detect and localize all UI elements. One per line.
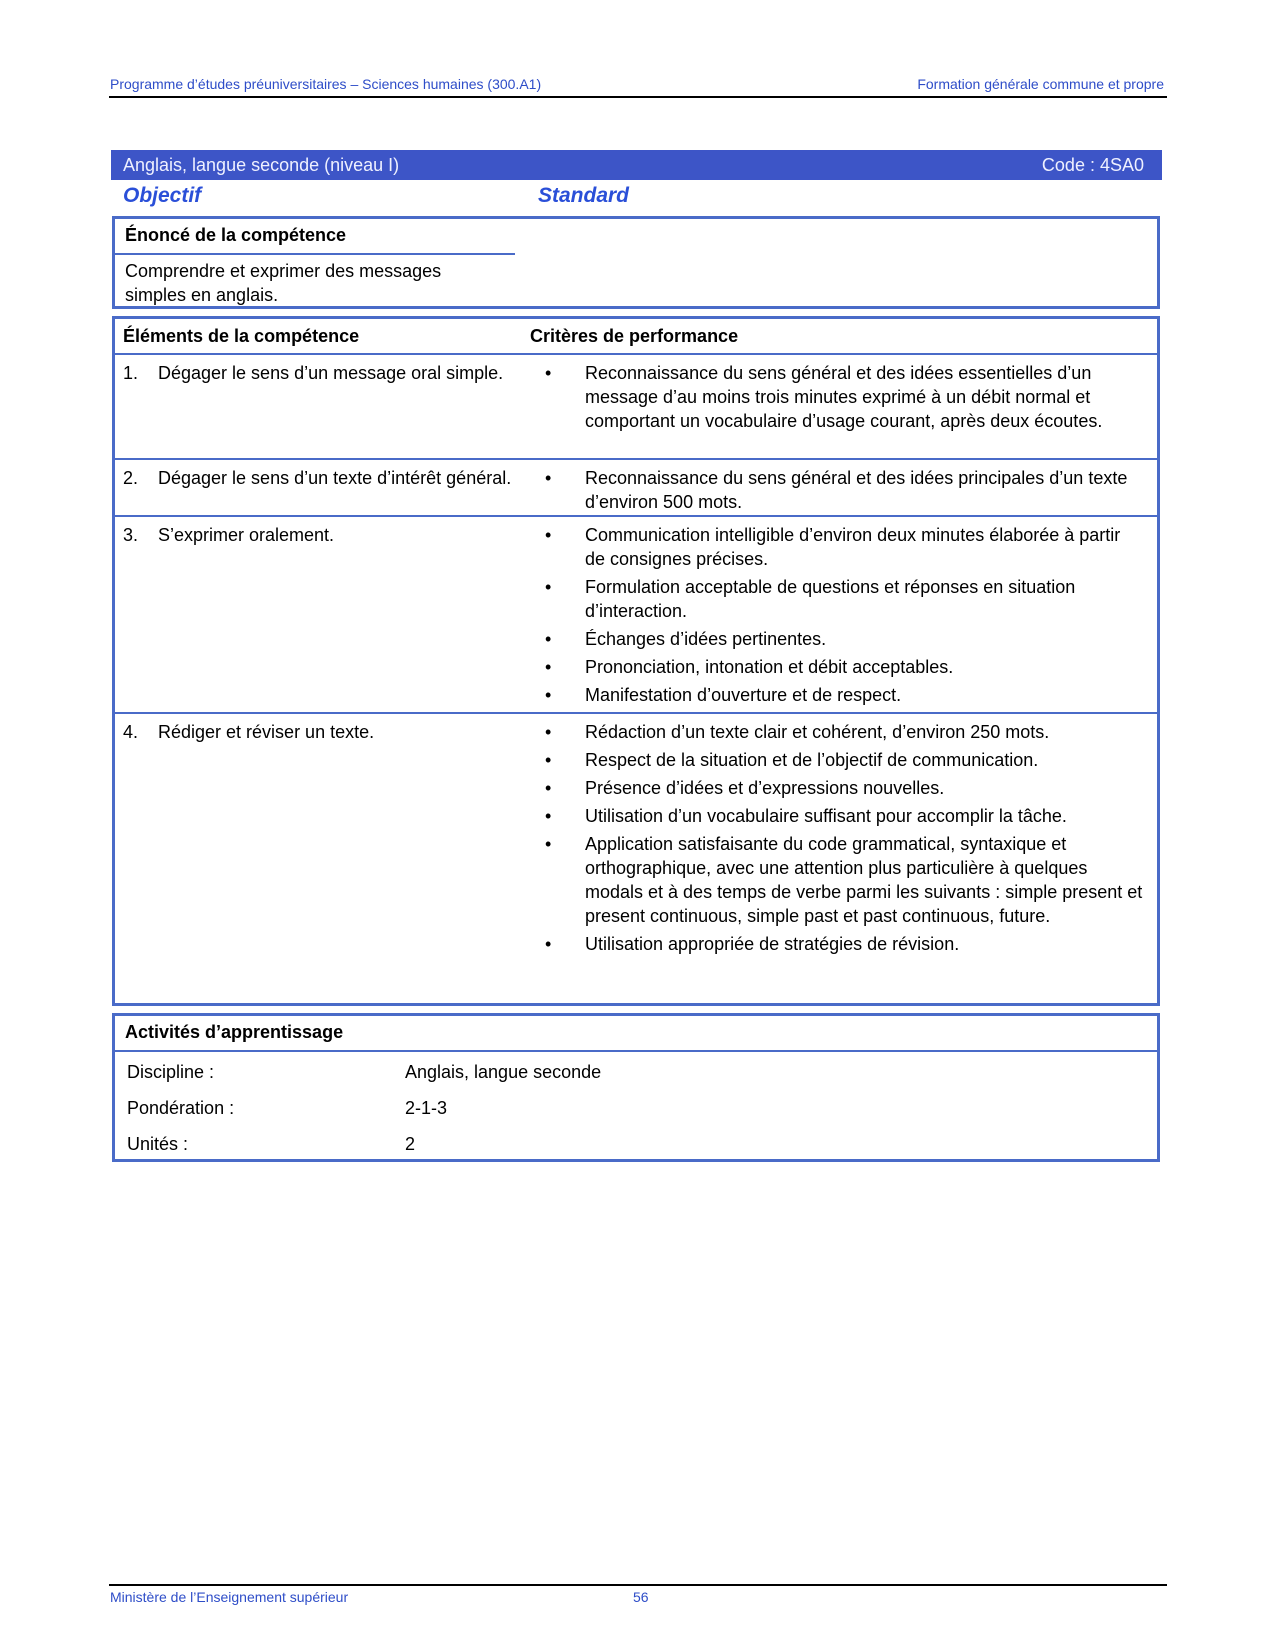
activite-value: 2-1-3 xyxy=(405,1098,448,1118)
bullet: • xyxy=(545,629,552,649)
elements-col-right: Critères de performance xyxy=(530,326,739,346)
criteria-list xyxy=(545,466,1145,518)
bullet: • xyxy=(545,834,552,854)
element-row-1 xyxy=(115,353,1157,458)
criterion: • Rédaction d’un texte clair et cohérent, d’environ 250 mots. xyxy=(545,722,1050,742)
element-number: 2. xyxy=(123,468,139,488)
criterion: • Formulation acceptable de questions et réponses en situation d’interaction. xyxy=(545,577,1076,621)
section-labels xyxy=(123,184,1163,214)
element-text: Dégager le sens d’un texte d’intérêt général. xyxy=(158,468,512,488)
criterion: • Application satisfaisante du code grammatical, syntaxique et orthographique, avec une attention plus particulière à quelques modals et à des temps de verbe parmi les suivants : simple present et present continuous, simple past et past continuous, future. xyxy=(545,834,1143,926)
activite-key: Discipline : xyxy=(127,1062,215,1082)
criterion: • Communication intelligible d’environ deux minutes élaborée à partir de consignes précises. xyxy=(545,525,1121,569)
header-program: Programme d’études préuniversitaires – Sciences humaines (300.A1) xyxy=(110,76,542,92)
element-text: Rédiger et réviser un texte. xyxy=(158,722,375,742)
bullet: • xyxy=(545,657,552,677)
element-row-4 xyxy=(115,712,1157,1004)
bullet: • xyxy=(545,685,552,705)
bullet: • xyxy=(545,722,552,742)
elements-col-left: Éléments de la compétence xyxy=(123,326,360,346)
bullet: • xyxy=(545,778,552,798)
element-number: 1. xyxy=(123,363,139,383)
element-row-3 xyxy=(115,515,1157,712)
bullet: • xyxy=(545,525,552,545)
activites-box xyxy=(112,1013,1160,1162)
criterion: • Reconnaissance du sens général et des idées principales d’un texte d’environ 500 mots. xyxy=(545,468,1128,512)
bullet: • xyxy=(545,577,552,597)
bullet: • xyxy=(545,750,552,770)
activite-key: Unités : xyxy=(127,1134,189,1154)
criterion: • Présence d’idées et d’expressions nouvelles. xyxy=(545,778,945,798)
page-header xyxy=(110,76,1164,92)
course-code: Code : 4SA0 xyxy=(1041,155,1144,175)
criterion: • Échanges d’idées pertinentes. xyxy=(545,629,827,649)
activite-row-ponderation xyxy=(127,1098,1157,1134)
activite-row-unites xyxy=(127,1134,1157,1170)
page-footer xyxy=(110,1589,1164,1605)
element-number: 3. xyxy=(123,525,139,545)
header-formation: Formation générale commune et propre xyxy=(917,76,1164,92)
course-title: Anglais, langue seconde (niveau I) xyxy=(123,155,400,175)
element-text: Dégager le sens d’un message oral simple. xyxy=(158,363,504,383)
standard-label: Standard xyxy=(538,184,630,207)
bullet: • xyxy=(545,934,552,954)
criterion: • Manifestation d’ouverture et de respect. xyxy=(545,685,902,705)
criterion: • Utilisation appropriée de stratégies de révision. xyxy=(545,934,960,954)
element-row-2 xyxy=(115,458,1157,515)
footer-rule xyxy=(109,1584,1167,1586)
enonce-text: Comprendre et exprimer des messages simples en anglais. xyxy=(115,253,515,307)
enonce-title: Énoncé de la compétence xyxy=(125,225,347,245)
page-number: 56 xyxy=(633,1589,649,1605)
activite-value: 2 xyxy=(405,1134,416,1154)
bullet: • xyxy=(545,468,552,488)
elements-box xyxy=(112,316,1160,1006)
element-number: 4. xyxy=(123,722,139,742)
element-text: S’exprimer oralement. xyxy=(158,525,335,545)
criteria-list xyxy=(545,361,1145,437)
activites-rows xyxy=(115,1050,1157,1170)
activites-title: Activités d’apprentissage xyxy=(125,1022,344,1042)
criteria-list xyxy=(545,523,1145,711)
objectif-label: Objectif xyxy=(123,184,202,207)
criterion: • Respect de la situation et de l’objectif de communication. xyxy=(545,750,1039,770)
elements-header xyxy=(115,319,1157,353)
criterion: • Prononciation, intonation et débit acceptables. xyxy=(545,657,954,677)
bullet: • xyxy=(545,363,552,383)
course-title-bar xyxy=(111,150,1162,180)
footer-ministry: Ministère de l’Enseignement supérieur xyxy=(110,1589,349,1605)
criteria-list xyxy=(545,720,1145,960)
activite-row-discipline xyxy=(127,1062,1157,1098)
header-rule xyxy=(109,96,1167,98)
activite-value: Anglais, langue seconde xyxy=(405,1062,602,1082)
enonce-box xyxy=(112,216,1160,309)
bullet: • xyxy=(545,806,552,826)
activite-key: Pondération : xyxy=(127,1098,235,1118)
criterion: • Utilisation d’un vocabulaire suffisant pour accomplir la tâche. xyxy=(545,806,1067,826)
criterion: • Reconnaissance du sens général et des idées essentielles d’un message d’au moins trois minutes exprimé à un débit normal et comportant un vocabulaire d’usage courant, après deux écoutes. xyxy=(545,363,1103,431)
